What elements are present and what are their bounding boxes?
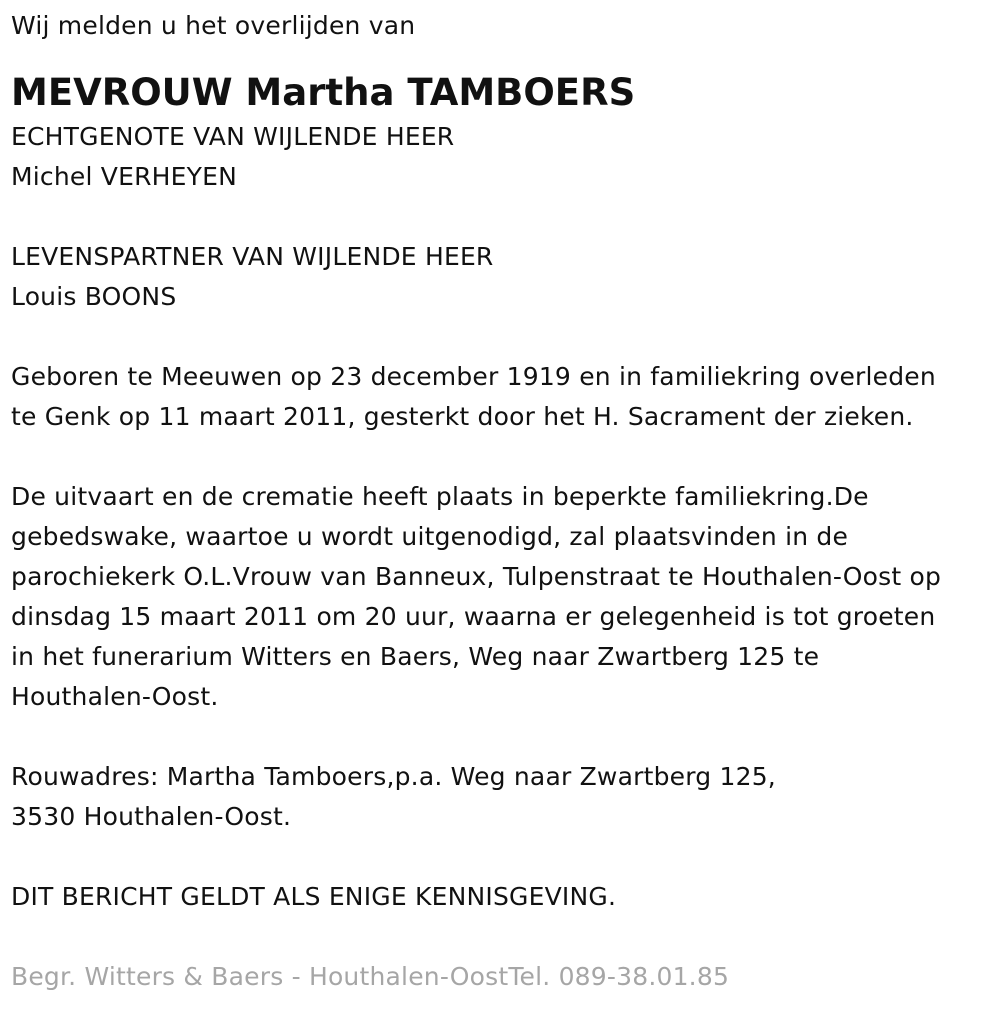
deceased-name-heading: MEVROUW Martha TAMBOERS (11, 71, 636, 114)
partner-name: Louis BOONS (11, 282, 177, 311)
funeral-home-footer: Begr. Witters & Baers - Houthalen-OostTel. 089-38.01.85 (11, 962, 730, 991)
ceremony-line: parochiekerk O.L.Vrouw van Banneux, Tulpenstraat te Houthalen-Oost op (11, 562, 942, 591)
ceremony-line: De uitvaart en de crematie heeft plaats in beperkte familiekring.De (11, 482, 869, 511)
ceremony-line: in het funerarium Witters en Baers, Weg naar Zwartberg 125 te (11, 642, 820, 671)
mourning-address-line: 3530 Houthalen-Oost. (11, 802, 292, 831)
birth-death-line: Geboren te Meeuwen op 23 december 1919 en in familiekring overleden (11, 362, 936, 391)
mourning-address-line: Rouwadres: Martha Tamboers,p.a. Weg naar Zwartberg 125, (11, 762, 776, 791)
spouse-name: Michel VERHEYEN (11, 162, 238, 191)
spouse-role: ECHTGENOTE VAN WIJLENDE HEER (11, 122, 455, 151)
obituary-notice (11, 0, 996, 997)
birth-death-line: te Genk op 11 maart 2011, gesterkt door het H. Sacrament der zieken. (11, 402, 914, 431)
intro-text: Wij melden u het overlijden van (11, 11, 416, 40)
ceremony-line: dinsdag 15 maart 2011 om 20 uur, waarna er gelegenheid is tot groeten (11, 602, 936, 631)
ceremony-line: Houthalen-Oost. (11, 682, 219, 711)
ceremony-line: gebedswake, waartoe u wordt uitgenodigd, zal plaatsvinden in de (11, 522, 849, 551)
partner-role: LEVENSPARTNER VAN WIJLENDE HEER (11, 242, 494, 271)
notice-text: DIT BERICHT GELDT ALS ENIGE KENNISGEVING. (11, 882, 617, 911)
